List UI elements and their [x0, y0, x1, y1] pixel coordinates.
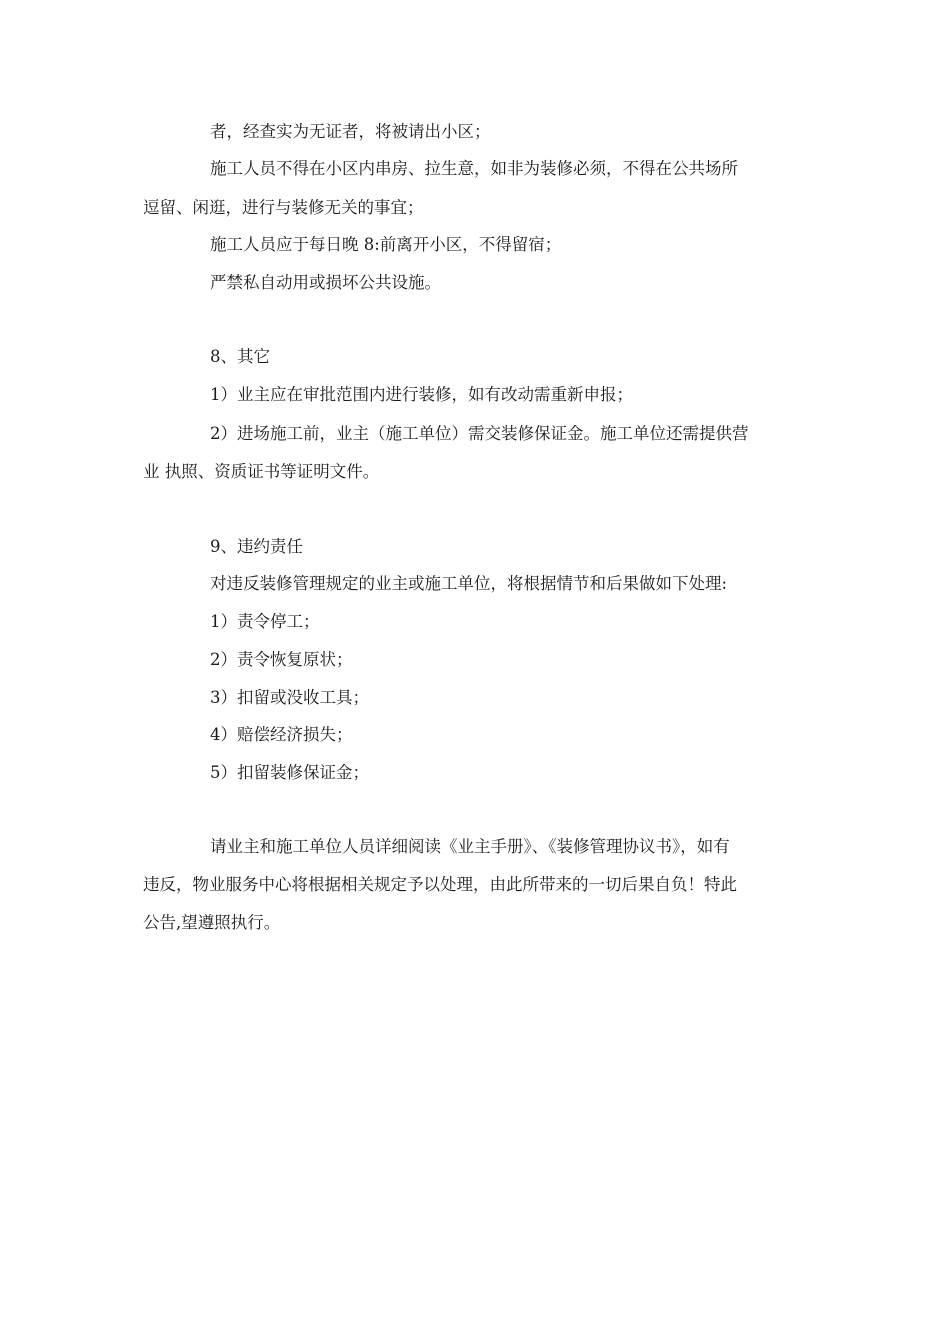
- list-item: 5）扣留装修保证金；: [210, 763, 369, 782]
- list-item: 2）责令恢复原状；: [210, 650, 353, 669]
- section-heading: 8、其它: [210, 347, 270, 366]
- list-item-continuation: 业 执照、资质证书等证明文件。: [143, 462, 380, 481]
- list-item: 1）责令停工；: [210, 612, 320, 631]
- list-item: 2）进场施工前，业主（施工单位）需交装修保证金。施工单位还需提供营: [210, 424, 749, 443]
- list-item: 4）赔偿经济损失；: [210, 725, 353, 744]
- paragraph-line: 严禁私自动用或损坏公共设施。: [210, 273, 441, 292]
- list-item: 1）业主应在审批范围内进行装修，如有改动需重新申报；: [210, 385, 633, 404]
- closing-line: 公告,望遵照执行。: [143, 913, 281, 932]
- paragraph-line: 逗留、闲逛，进行与装修无关的事宜；: [143, 198, 424, 217]
- paragraph-line: 对违反装修管理规定的业主或施工单位，将根据情节和后果做如下处理:: [210, 574, 728, 593]
- paragraph-line: 者，经查实为无证者，将被请出小区；: [210, 122, 491, 141]
- paragraph-line: 施工人员应于每日晚 8:前离开小区，不得留宿；: [210, 235, 562, 254]
- section-heading: 9、违约责任: [210, 537, 303, 556]
- closing-line: 请业主和施工单位人员详细阅读《业主手册》、《装修管理协议书》，如有: [210, 837, 730, 856]
- paragraph-line: 施工人员不得在小区内串房、拉生意，如非为装修必须，不得在公共场所: [210, 159, 738, 178]
- list-item: 3）扣留或没收工具；: [210, 688, 369, 707]
- closing-line: 违反，物业服务中心将根据相关规定予以处理，由此所带来的一切后果自负！特此: [143, 875, 737, 894]
